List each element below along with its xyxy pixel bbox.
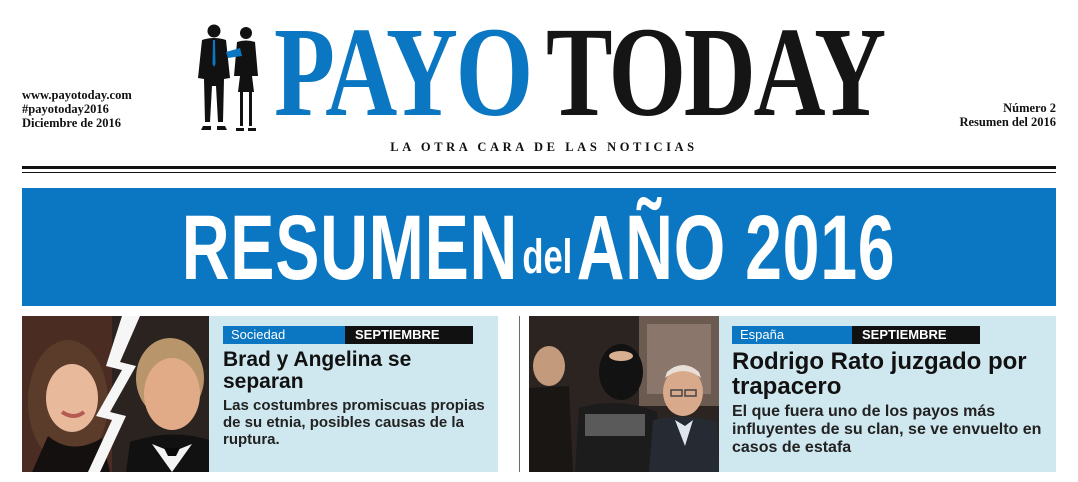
story-body [732, 326, 1054, 457]
tagline: LA OTRA CARA DE LAS NOTICIAS [390, 140, 698, 154]
masthead [0, 0, 1078, 165]
month-tag: SEPTIEMBRE [852, 326, 980, 344]
story-card[interactable] [529, 316, 1056, 472]
story-summary: El que fuera uno de los payos más influyentes de su clan, se ve envuelto en casos de estafa [732, 403, 1042, 456]
story-tags [223, 326, 495, 344]
title-today: TODAY [546, 1, 884, 143]
section-tag[interactable]: Sociedad [223, 326, 345, 344]
title-payo: PAYO [274, 1, 531, 143]
year-summary-banner [22, 188, 1056, 306]
masthead-meta-left [22, 88, 132, 130]
masthead-rule-thick [22, 166, 1056, 169]
couple-split-photo [22, 316, 209, 472]
issue-number: Número 2 [1003, 101, 1056, 115]
masthead-rule-thin [22, 172, 1056, 173]
arrest-photo [529, 316, 719, 472]
banner-word-resumen: RESUMEN [182, 197, 519, 299]
story-headline[interactable]: Rodrigo Rato juzgado por trapacero [732, 348, 1027, 400]
website-link[interactable]: www.payotoday.com [22, 88, 132, 102]
hashtag: #payotoday2016 [22, 102, 109, 116]
masthead-meta-right [959, 101, 1056, 129]
story-tags [732, 326, 1054, 344]
issue-date: Diciembre de 2016 [22, 116, 122, 130]
month-tag: SEPTIEMBRE [345, 326, 473, 344]
banner-word-year: AÑO 2016 [577, 197, 896, 299]
story-body [223, 326, 495, 448]
issue-label: Resumen del 2016 [959, 115, 1056, 129]
businesspeople-silhouette-icon [190, 22, 270, 134]
banner-word-del: del [522, 231, 573, 284]
story-headline[interactable]: Brad y Angelina se separan [223, 348, 412, 393]
story-card[interactable] [22, 316, 498, 472]
section-tag[interactable]: España [732, 326, 852, 344]
story-divider [519, 316, 520, 472]
story-summary: Las costumbres promiscuas propias de su etnia, posibles causas de la ruptura. [223, 397, 485, 448]
